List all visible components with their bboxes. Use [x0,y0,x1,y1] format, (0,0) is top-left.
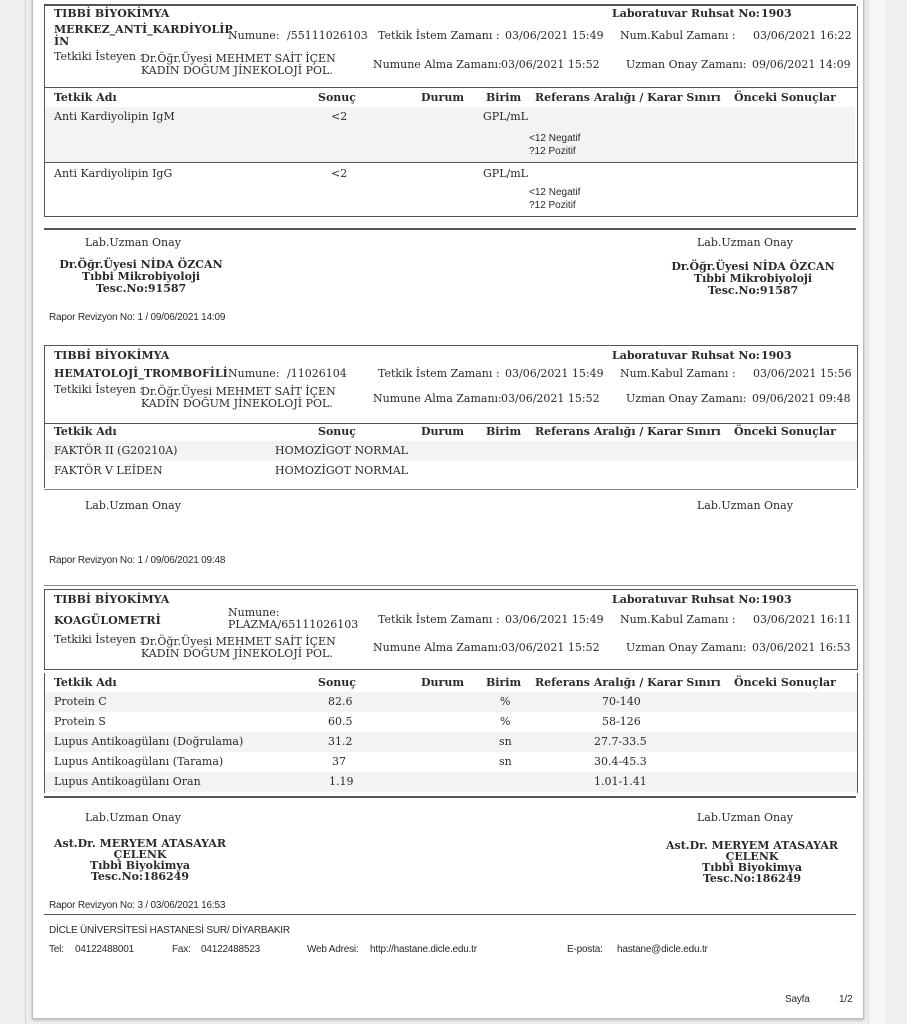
viewer-left-gutter [25,0,26,1024]
reference-line: <12 Negatif [529,187,581,198]
col-reference: Referans Aralığı / Karar Sınırı [535,91,721,104]
report-revision: Rapor Revizyon No: 3 / 03/06/2021 16:53 [49,900,226,911]
test-result: 1.19 [329,775,354,788]
table-row [45,692,857,712]
lab-license-label: Laboratuvar Ruhsat No: [612,7,760,20]
requester-name: Dr.Öğr.Üyesi MEHMET SAİT İÇEN [141,52,336,65]
table-row [45,712,857,732]
test-reference: 27.7-33.5 [594,735,647,748]
section-1-results-table [44,87,858,217]
test-group-name: MERKEZ_ANTİ_KARDİYOLİP [54,23,233,36]
section-1-header [44,6,858,88]
approval-title-right: Lab.Uzman Onay [697,236,793,249]
section-2-results-table [44,422,858,488]
approval-title-right: Lab.Uzman Onay [697,499,793,512]
col-reference: Referans Aralığı / Karar Sınırı [535,425,721,438]
section-divider [44,228,856,230]
test-name: Anti Kardiyolipin IgG [54,167,173,180]
reference-line: ?12 Pozitif [529,200,576,211]
section-3-results-table [44,673,858,793]
request-time-value: 03/06/2021 15:49 [505,29,604,42]
test-result: HOMOZİGOT NORMAL [275,464,408,477]
test-reference: 70-140 [602,695,641,708]
approval-time-value: 03/06/2021 16:53 [752,641,851,654]
approver-reg-no: Tesc.No:186249 [702,872,802,885]
approver-signature-right [663,260,843,297]
fax-value: 04122488523 [201,944,260,955]
approval-title-left: Lab.Uzman Onay [85,499,181,512]
col-test-name: Tetkik Adı [54,676,117,689]
request-time-label: Tetkik İstem Zamanı : [378,367,500,380]
report-revision: Rapor Revizyon No: 1 / 09/06/2021 14:09 [49,312,226,323]
col-result: Sonuç [318,91,356,104]
department: TIBBİ BİYOKİMYA [54,593,170,606]
request-time-value: 03/06/2021 15:49 [505,367,604,380]
lab-license-value: 1903 [761,593,792,606]
approver-name: Dr.Öğr.Üyesi NİDA ÖZCAN [59,258,223,271]
approver-name: Dr.Öğr.Üyesi NİDA ÖZCAN [671,260,835,273]
fax-label: Fax: [172,944,191,955]
approval-time-label: Uzman Onay Zamanı: [626,392,747,405]
col-status: Durum [421,676,464,689]
lab-license-label: Laboratuvar Ruhsat No: [612,593,760,606]
lab-license-value: 1903 [761,7,792,20]
report-revision: Rapor Revizyon No: 1 / 09/06/2021 09:48 [49,555,226,566]
section-divider [44,585,856,586]
accept-time-value: 03/06/2021 15:56 [753,367,852,380]
approver-department: Tıbbi Biyokimya [702,861,802,874]
approver-signature-right [657,839,847,885]
page-indicator-label: Sayfa [785,994,810,1005]
col-unit: Birim [486,91,522,104]
col-unit: Birim [486,425,522,438]
col-previous: Önceki Sonuçlar [734,425,836,438]
approver-reg-no: Tesc.No:91587 [707,284,799,297]
accept-time-value: 03/06/2021 16:22 [753,29,852,42]
test-name: Lupus Antikoagülanı (Doğrulama) [54,735,244,748]
test-name: Anti Kardiyolipin IgM [54,110,175,123]
sample-label: Numune: [228,29,280,42]
approver-department: Tıbbi Biyokimya [90,859,190,872]
requester-name: Dr.Öğr.Üyesi MEHMET SAİT İÇEN [141,635,336,648]
report-page [32,0,864,1019]
section-2-header [44,345,858,424]
test-unit: sn [499,755,512,768]
requester-department: KADIN DOĞUM JİNEKOLOJİ POL. [141,397,333,410]
test-result: 82.6 [328,695,353,708]
requester-department: KADIN DOĞUM JİNEKOLOJİ POL. [141,64,333,77]
email-link[interactable]: hastane@dicle.edu.tr [617,944,708,955]
approver-name: Ast.Dr. MERYEM ATASAYAR [665,839,839,852]
test-reference: 30.4-45.3 [594,755,647,768]
approver-department: Tıbbi Mikrobiyoloji [81,270,201,283]
approval-time-label: Uzman Onay Zamanı: [626,641,747,654]
web-label: Web Adresi: [307,944,359,955]
institution-name: DİCLE ÜNİVERSİTESİ HASTANESİ SUR/ DİYARBAKIR [49,925,290,936]
sample-time-value: 03/06/2021 15:52 [501,392,600,405]
row-divider [45,162,857,163]
approver-name-cont: ÇELENK [725,850,779,863]
approval-time-label: Uzman Onay Zamanı: [626,58,747,71]
table-row [45,461,857,481]
table-row [45,441,857,461]
section-3-header [44,589,858,670]
test-reference: 1.01-1.41 [594,775,647,788]
test-group-name: HEMATOLOJİ_TROMBOFİLİ [54,367,228,380]
requester-label: Tetkiki İsteyen : [54,50,144,63]
viewer-scrollbar-track[interactable] [868,0,885,1024]
sample-time-label: Numune Alma Zamanı: [373,58,502,71]
requester-label: Tetkiki İsteyen : [54,383,144,396]
approver-name: Ast.Dr. MERYEM ATASAYAR [53,837,227,850]
request-time-value: 03/06/2021 15:49 [505,613,604,626]
approver-name-cont: ÇELENK [113,848,167,861]
request-time-label: Tetkik İstem Zamanı : [378,613,500,626]
col-previous: Önceki Sonuçlar [734,676,836,689]
test-name: FAKTÖR V LEİDEN [54,464,163,477]
test-result: HOMOZİGOT NORMAL [275,444,408,457]
test-group-name: KOAGÜLOMETRİ [54,614,161,627]
test-name: FAKTÖR II (G20210A) [54,444,178,457]
table-row [45,164,857,216]
table-row [45,732,857,752]
accept-time-label: Num.Kabul Zamanı : [620,613,736,626]
table-row [45,107,855,162]
request-time-label: Tetkik İstem Zamanı : [378,29,500,42]
col-status: Durum [421,425,464,438]
approver-signature-left [45,837,235,883]
approval-time-value: 09/06/2021 09:48 [752,392,851,405]
test-unit: sn [499,735,512,748]
test-name: Lupus Antikoagülanı Oran [54,775,201,788]
section-divider [44,796,856,798]
test-result: 37 [332,755,346,768]
test-result: <2 [331,167,348,180]
test-unit: GPL/mL [483,110,528,123]
reference-line: ?12 Pozitif [529,146,576,157]
accept-time-value: 03/06/2021 16:11 [753,613,852,626]
test-unit: % [500,715,511,728]
approver-department: Tıbbi Mikrobiyoloji [693,272,813,285]
test-name: Protein C [54,695,107,708]
sample-id: /55111026103 [287,29,368,42]
approval-title-left: Lab.Uzman Onay [85,811,181,824]
test-unit: % [500,695,511,708]
accept-time-label: Num.Kabul Zamanı : [620,367,736,380]
web-link[interactable]: http://hastane.dicle.edu.tr [370,944,477,955]
test-group-name-cont: İN [54,35,70,48]
test-result: 31.2 [328,735,353,748]
test-unit: GPL/mL [483,167,528,180]
col-result: Sonuç [318,425,356,438]
section-divider [44,489,856,490]
sample-label: Numune: [228,367,280,380]
col-result: Sonuç [318,676,356,689]
accept-time-label: Num.Kabul Zamanı : [620,29,736,42]
footer-divider [44,914,856,915]
approval-title-left: Lab.Uzman Onay [85,236,181,249]
col-reference: Referans Aralığı / Karar Sınırı [535,676,721,689]
sample-id: /11026104 [287,367,347,380]
approval-time-value: 09/06/2021 14:09 [752,58,851,71]
sample-id: PLAZMA/65111026103 [228,618,359,631]
sample-label: Numune: [228,606,280,619]
col-status: Durum [421,91,464,104]
sample-time-label: Numune Alma Zamanı: [373,392,502,405]
col-unit: Birim [486,676,522,689]
table-row [45,752,857,772]
col-previous: Önceki Sonuçlar [734,91,836,104]
requester-name: Dr.Öğr.Üyesi MEHMET SAİT İÇEN [141,385,336,398]
department: TIBBİ BİYOKİMYA [54,7,170,20]
lab-license-label: Laboratuvar Ruhsat No: [612,349,760,362]
col-test-name: Tetkik Adı [54,425,117,438]
requester-label: Tetkiki İsteyen : [54,633,144,646]
approver-reg-no: Tesc.No:91587 [95,282,187,295]
sample-time-value: 03/06/2021 15:52 [501,58,600,71]
approver-reg-no: Tesc.No:186249 [90,870,190,883]
department: TIBBİ BİYOKİMYA [54,349,170,362]
email-label: E-posta: [567,944,603,955]
sample-time-value: 03/06/2021 15:52 [501,641,600,654]
approver-signature-left [51,258,231,295]
test-name: Lupus Antikoagülanı (Tarama) [54,755,224,768]
lab-license-value: 1903 [761,349,792,362]
test-result: <2 [331,110,348,123]
reference-line: <12 Negatif [529,133,581,144]
table-row [45,772,857,792]
test-name: Protein S [54,715,106,728]
page-indicator-value: 1/2 [839,994,853,1005]
col-test-name: Tetkik Adı [54,91,117,104]
approval-title-right: Lab.Uzman Onay [697,811,793,824]
requester-department: KADIN DOĞUM JİNEKOLOJİ POL. [141,647,333,660]
sample-time-label: Numune Alma Zamanı: [373,641,502,654]
test-reference: 58-126 [602,715,641,728]
tel-label: Tel: [49,944,64,955]
test-result: 60.5 [328,715,353,728]
tel-value: 04122488001 [75,944,134,955]
